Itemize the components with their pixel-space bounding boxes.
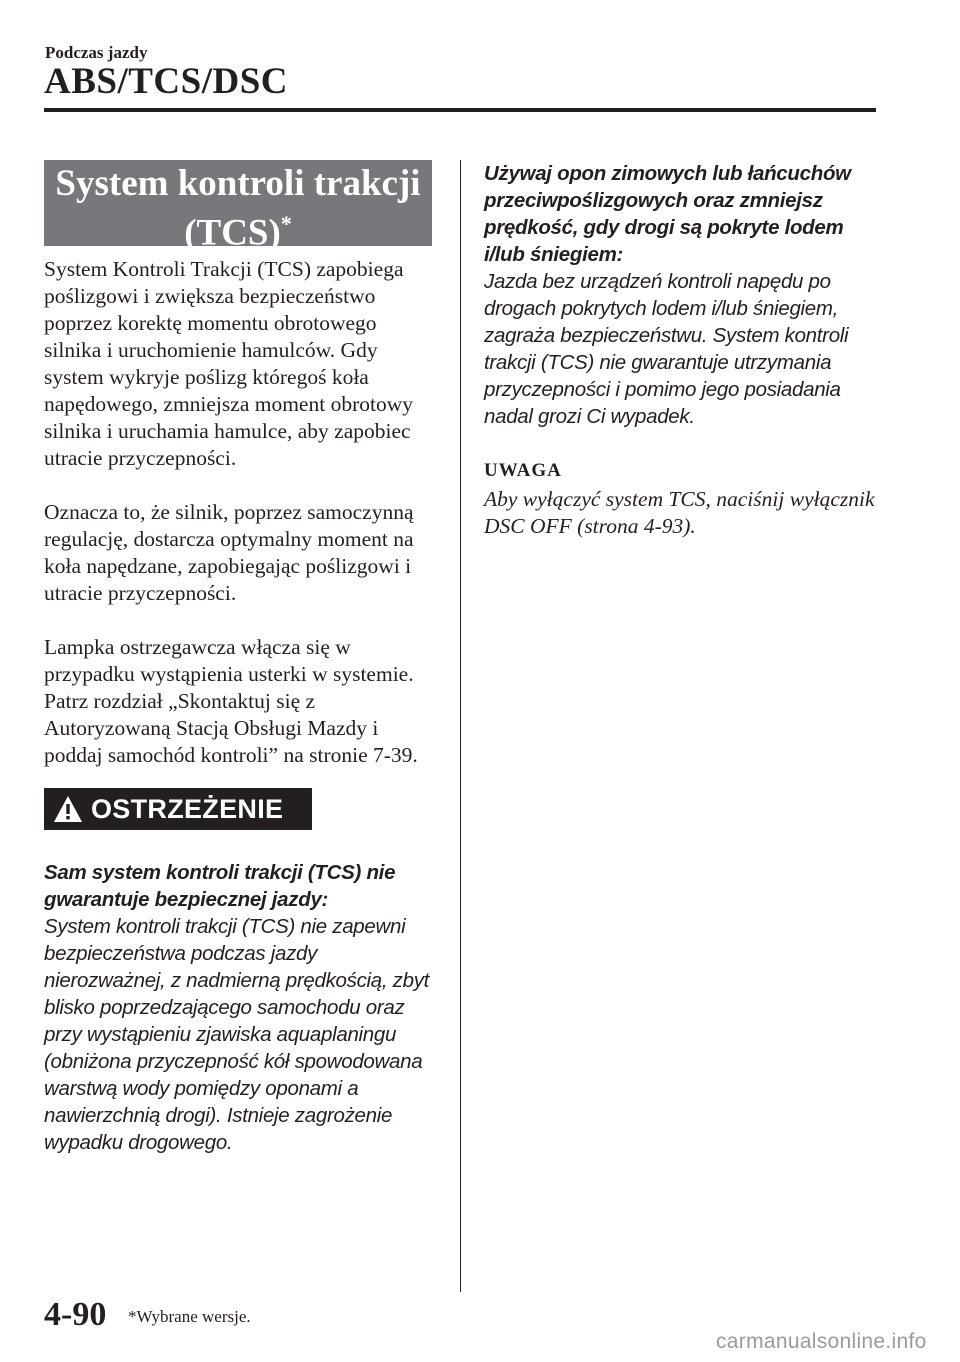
optional-marker: * (280, 211, 292, 236)
page-title: ABS/TCS/DSC (44, 61, 289, 102)
body-paragraph-3: Lampka ostrzegawcza włącza się w przypadku wystąpienia usterki w systemie. Patrz rozdział „Skontaktuj się z Autoryzowaną Stacją Obsługi Mazdy i poddaj samochód kontroli” na stronie 7-39. (44, 635, 418, 767)
page-number: 4-90 (44, 1296, 107, 1333)
warning-heading-2: Używaj opon zimowych lub łańcuchów przeciwpoślizgowych oraz zmniejsz prędkość, gdy drogi są pokryte lodem i/lub śniegiem: (484, 162, 851, 266)
watermark: carmanualsonline.info (716, 1330, 927, 1353)
left-column (44, 160, 432, 1156)
note-text: Aby wyłączyć system TCS, naciśnij wyłącznik DSC OFF (strona 4-93). (484, 487, 875, 538)
footnote: *Wybrane wersje. (128, 1307, 251, 1326)
warning-text-2: Jazda bez urządzeń kontroli napędu po drogach pokrytych lodem i/lub śniegiem, zagraża bezpieczeństwu. System kontroli trakcji (TCS) nie gwarantuje utrzymania przyczepności i pomimo jego posiadania nadal grozi Ci wypadek. (484, 270, 849, 428)
warning-label: OSTRZEŻENIE (91, 793, 284, 824)
note-label: UWAGA (484, 460, 562, 481)
body-paragraph-1: System Kontroli Trakcji (TCS) zapobiega poślizgowi i zwiększa bezpieczeństwo poprzez korektę momentu obrotowego silnika i uruchomienie hamulców. Gdy system wykryje poślizg któregoś koła napędowego, zmniejsza moment obrotowy silnika i uruchamia hamulce, aby zapobiec utracie przyczepności. (44, 257, 413, 470)
section-heading (44, 160, 432, 254)
header-divider (44, 108, 876, 112)
column-divider (460, 160, 461, 1292)
section-heading-line1: System kontroli trakcji (55, 163, 421, 204)
warning-badge (44, 788, 312, 830)
warning-triangle-icon (53, 794, 83, 824)
warning-content-continued (484, 160, 884, 430)
warning-content (44, 859, 432, 1156)
section-name: Podczas jazdy (45, 43, 148, 62)
body-paragraph-2: Oznacza to, że silnik, poprzez samoczynną regulację, dostarcza optymalny moment na koła napędzane, zapobiegając poślizgowi i utracie przyczepności. (44, 500, 414, 605)
right-column (484, 160, 884, 540)
warning-text: System kontroli trakcji (TCS) nie zapewni bezpieczeństwa podczas jazdy nierozważnej, z nadmierną prędkością, zbyt blisko poprzedzającego samochodu oraz przy wystąpieniu zjawiska aquaplaningu (obniżona przyczepność kół spowodowana warstwą wody pomiędzy oponami a nawierzchnią drogi). Istnieje zagrożenie wypadku drogowego. (44, 915, 430, 1154)
warning-heading: Sam system kontroli trakcji (TCS) nie gwarantuje bezpiecznej jazdy: (44, 861, 396, 911)
section-heading-line2: (TCS) (184, 212, 281, 254)
